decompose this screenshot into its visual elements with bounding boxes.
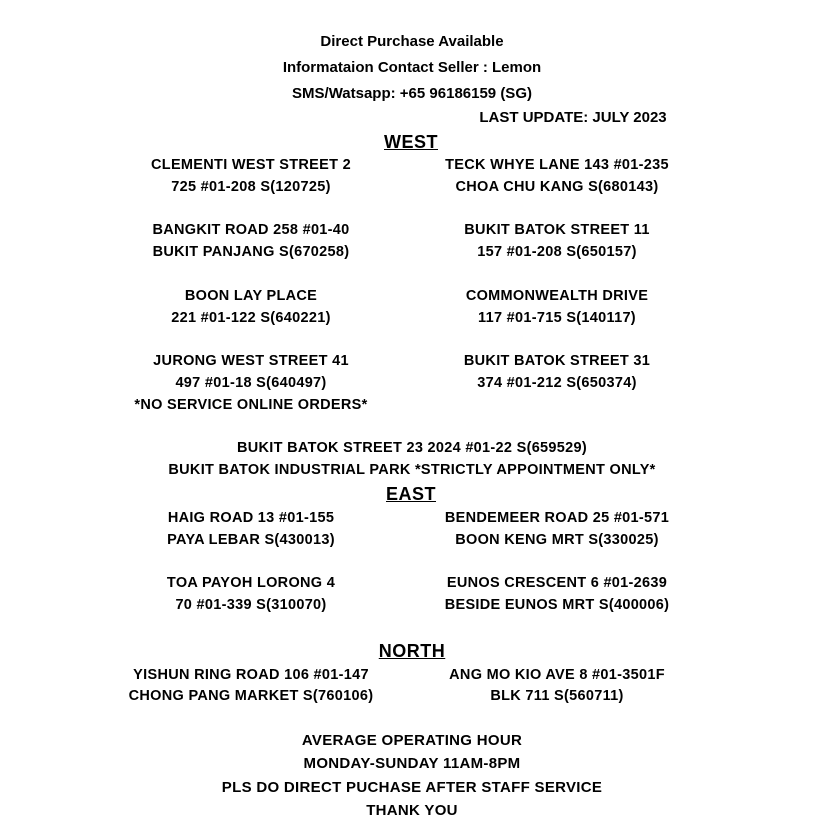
address-commonwealth-line1: COMMONWEALTH DRIVE xyxy=(465,288,649,304)
address-haig-line1: HAIG ROAD 13 #01-155 xyxy=(167,510,335,526)
footer-thanks: THANK YOU xyxy=(366,802,458,819)
footer-hours-title: AVERAGE OPERATING HOUR xyxy=(301,732,523,749)
address-toapayoh-line2: 70 #01-339 S(310070) xyxy=(175,597,327,613)
address-commonwealth-line2: 117 #01-715 S(140117) xyxy=(478,310,636,326)
address-bendemeer-line1: BENDEMEER ROAD 25 #01-571 xyxy=(444,510,670,526)
address-clementi-line2: 725 #01-208 S(120725) xyxy=(171,179,331,195)
address-jurong-line2: 497 #01-18 S(640497) xyxy=(175,375,327,391)
address-bukitbatok31-line2: 374 #01-212 S(650374) xyxy=(477,375,637,391)
address-haig-line2: PAYA LEBAR S(430013) xyxy=(167,532,335,548)
footer-instruction: PLS DO DIRECT PUCHASE AFTER STAFF SERVICE xyxy=(221,779,603,796)
address-bukitbatok23-line1: BUKIT BATOK STREET 23 2024 #01-22 S(659529) xyxy=(236,440,588,456)
address-bukitbatok11-line1: BUKIT BATOK STREET 11 xyxy=(464,222,650,238)
address-angmokio-line2: BLK 711 S(560711) xyxy=(490,688,624,704)
header-contact: Informataion Contact Seller : Lemon xyxy=(282,59,542,76)
address-bukitbatok31-line1: BUKIT BATOK STREET 31 xyxy=(463,353,651,369)
address-bangkit-line2: BUKIT PANJANG S(670258) xyxy=(152,244,350,260)
address-eunos-line2: BESIDE EUNOS MRT S(400006) xyxy=(444,597,670,613)
address-boonlay-line2: 221 #01-122 S(640221) xyxy=(171,310,331,326)
address-teckwhye-line1: TECK WHYE LANE 143 #01-235 xyxy=(445,157,669,173)
address-bangkit-line1: BANGKIT ROAD 258 #01-40 xyxy=(152,222,350,238)
address-angmokio-line1: ANG MO KIO AVE 8 #01-3501F xyxy=(449,667,665,683)
header-phone: SMS/Watsapp: +65 96186159 (SG) xyxy=(292,85,532,102)
last-update: LAST UPDATE: JULY 2023 xyxy=(479,109,667,126)
address-boonlay-line1: BOON LAY PLACE xyxy=(184,288,318,304)
header-title: Direct Purchase Available xyxy=(320,33,504,50)
address-bendemeer-line2: BOON KENG MRT S(330025) xyxy=(455,532,659,548)
address-eunos-line1: EUNOS CRESCENT 6 #01-2639 xyxy=(446,575,668,591)
address-jurong-note: *NO SERVICE ONLINE ORDERS* xyxy=(134,397,368,413)
address-teckwhye-line2: CHOA CHU KANG S(680143) xyxy=(455,179,659,195)
address-clementi-line1: CLEMENTI WEST STREET 2 xyxy=(151,157,351,173)
address-bukitbatok23-line2: BUKIT BATOK INDUSTRIAL PARK *STRICTLY APPOINTMENT ONLY* xyxy=(168,462,656,478)
address-yishun-line2: CHONG PANG MARKET S(760106) xyxy=(128,688,374,704)
section-title-east: EAST xyxy=(385,484,437,504)
address-bukitbatok11-line2: 157 #01-208 S(650157) xyxy=(477,244,637,260)
address-yishun-line1: YISHUN RING ROAD 106 #01-147 xyxy=(133,667,369,683)
section-title-west: WEST xyxy=(384,132,438,152)
footer-hours: MONDAY-SUNDAY 11AM-8PM xyxy=(303,755,521,772)
address-toapayoh-line1: TOA PAYOH LORONG 4 xyxy=(166,575,336,591)
section-title-north: NORTH xyxy=(378,641,446,661)
address-jurong-line1: JURONG WEST STREET 41 xyxy=(153,353,349,369)
